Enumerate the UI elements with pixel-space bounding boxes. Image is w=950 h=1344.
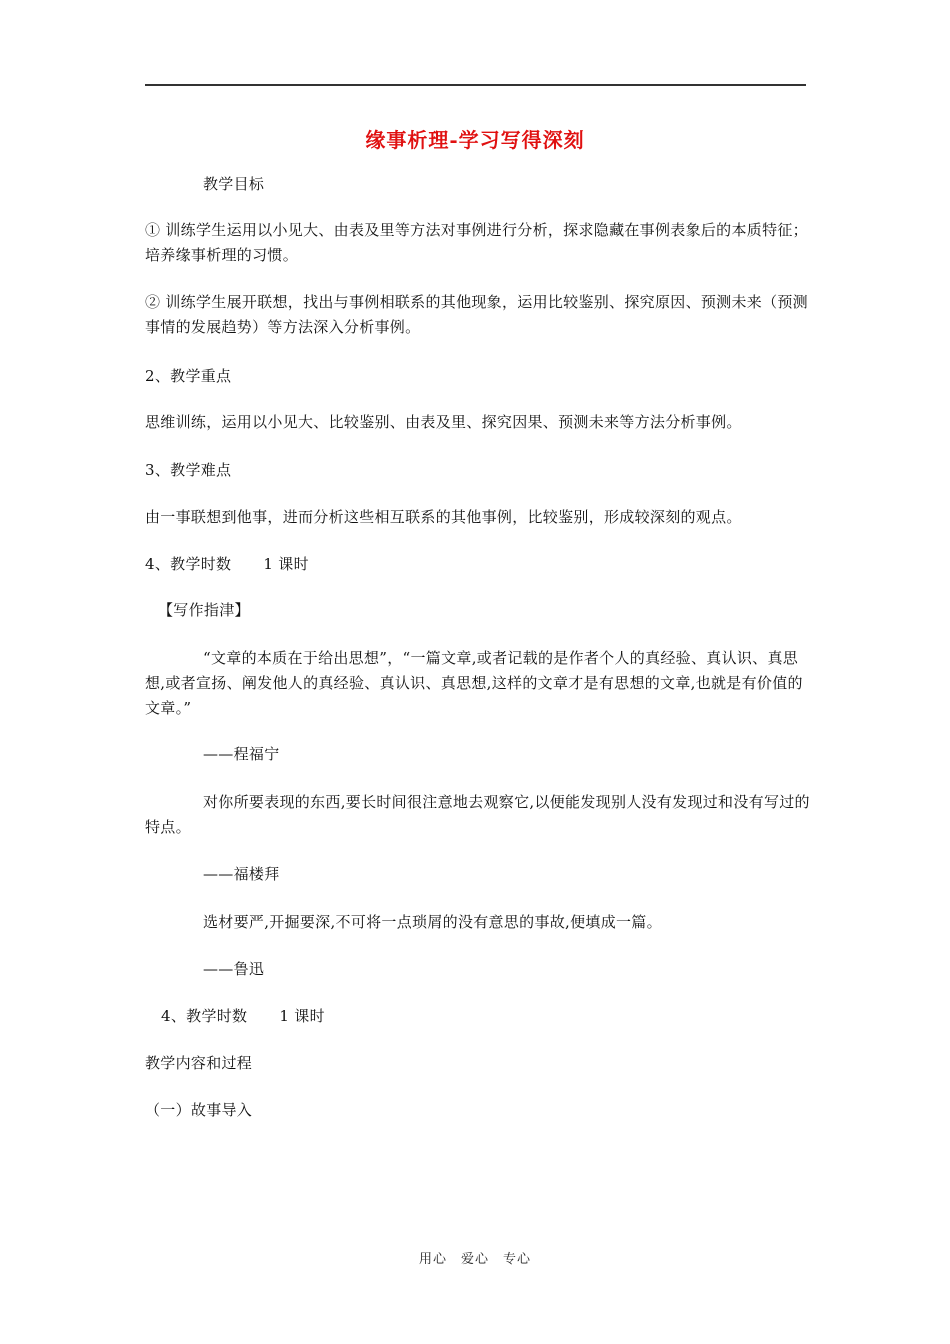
quote-1: “文章的本质在于给出思想”，“一篇文章,或者记载的是作者个人的真经验、真认识、真思想,或者宣扬、阐发他人的真经验、真认识、真思想,这样的文章才是有思想的文章,也就是有价值的文章。”	[145, 649, 803, 717]
goal-item-1: ① 训练学生运用以小见大、由表及里等方法对事例进行分析，探求隐藏在事例表象后的本质特征；培养缘事析理的习惯。	[145, 221, 808, 264]
quote-2-author: ——福楼拜	[203, 865, 280, 883]
difficulty-text: 由一事联想到他事，进而分析这些相互联系的其他事例，比较鉴别，形成较深刻的观点。	[145, 508, 742, 526]
quote-3: 选材要严,开掘要深,不可将一点琐屑的没有意思的事故,便填成一篇。	[203, 913, 662, 931]
teaching-hours-repeat-label: 4、教学时数	[161, 1007, 248, 1025]
document-title: 缘事析理-学习写得深刻	[365, 128, 585, 152]
teaching-hours-label: 4、教学时数	[145, 555, 232, 573]
page-footer: 用心 爱心 专心	[418, 1252, 531, 1267]
header-rule	[145, 84, 806, 86]
quote-3-author: ——鲁迅	[203, 960, 265, 978]
writing-guide-heading: 【写作指津】	[158, 601, 250, 619]
teaching-hours	[145, 552, 810, 577]
key-points-text: 思维训练，运用以小见大、比较鉴别、由表及里、探究因果、预测未来等方法分析事例。	[145, 413, 742, 431]
quote-1-author: ——程福宁	[203, 745, 280, 763]
difficulty-heading: 3、教学难点	[145, 461, 232, 479]
content-process-heading: 教学内容和过程	[145, 1054, 253, 1072]
quote-2: 对你所要表现的东西,要长时间很注意地去观察它,以便能发现别人没有发现过和没有写过的特点。	[145, 793, 810, 836]
teaching-hours-repeat-value: 1 课时	[279, 1007, 325, 1025]
story-intro-heading: （一）故事导入	[145, 1101, 253, 1119]
teaching-hours-value: 1 课时	[263, 555, 309, 573]
teaching-hours-repeat	[161, 1004, 826, 1029]
goals-heading: 教学目标	[203, 175, 265, 193]
goal-item-2: ② 训练学生展开联想，找出与事例相联系的其他现象，运用比较鉴别、探究原因、预测未来（预测事情的发展趋势）等方法深入分析事例。	[145, 293, 808, 336]
key-points-heading: 2、教学重点	[145, 367, 232, 385]
